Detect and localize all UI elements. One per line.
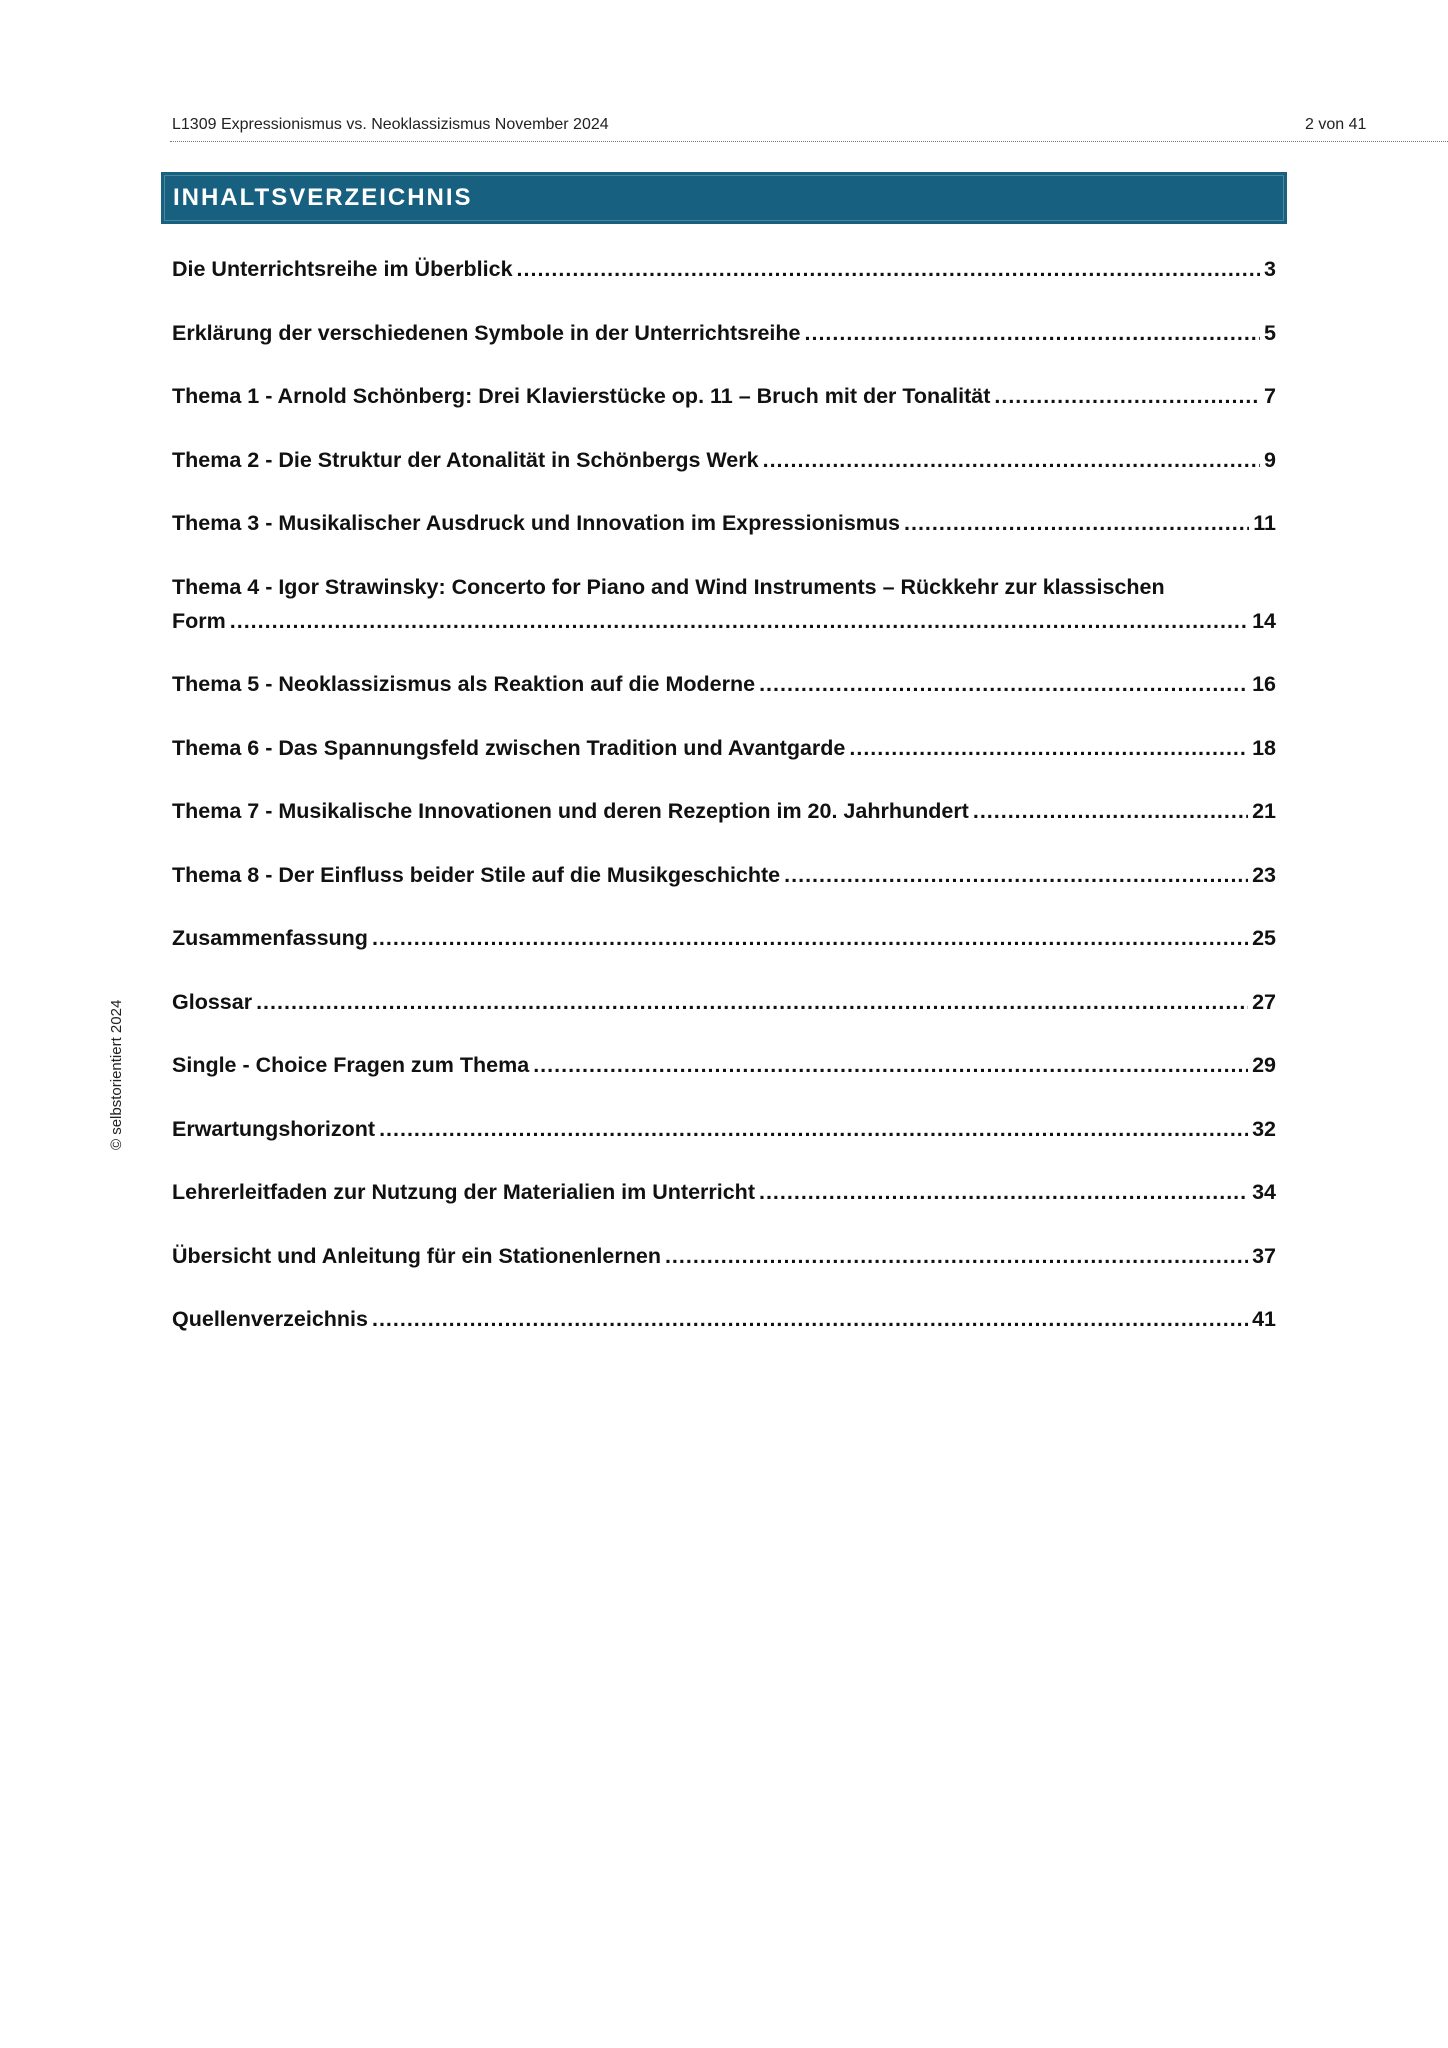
dot-leader [759, 667, 1248, 701]
toc-entry-label: Übersicht und Anleitung für ein Stationenlernen [172, 1243, 661, 1268]
toc-entry-label: Thema 5 - Neoklassizismus als Reaktion auf die Moderne [172, 672, 756, 696]
document-title: L1309 Expressionismus vs. Neoklassizismus November 2024 [172, 116, 609, 133]
toc-entry-label: Zusammenfassung [172, 926, 368, 950]
toc-entry[interactable] [172, 506, 1276, 540]
toc-entry-label: Thema 3 - Musikalischer Ausdruck und Innovation im Expressionismus [172, 511, 900, 535]
toc-entry[interactable] [172, 858, 1276, 892]
toc-entry-page: 14 [1252, 608, 1276, 633]
toc-entry[interactable] [172, 1175, 1276, 1209]
dot-leader [849, 731, 1248, 765]
toc-entry-page: 21 [1252, 799, 1276, 823]
toc-entry-page: 11 [1253, 511, 1276, 535]
toc-entry-page: 5 [1264, 320, 1276, 345]
toc-entry-page: 3 [1264, 257, 1276, 281]
toc-entry-label-continued: Form [172, 608, 226, 633]
toc-entry-label: Thema 6 - Das Spannungsfeld zwischen Tradition und Avantgarde [172, 735, 846, 760]
dot-leader [973, 794, 1248, 828]
toc-entry[interactable] [172, 985, 1276, 1019]
dot-leader [763, 443, 1260, 477]
toc-entry[interactable] [172, 316, 1276, 350]
toc-entry-page: 32 [1252, 1116, 1276, 1141]
toc-entry-label: Thema 7 - Musikalische Innovationen und deren Rezeption im 20. Jahrhundert [172, 799, 969, 823]
toc-entry-label: Glossar [172, 989, 253, 1014]
toc-entry-page: 29 [1252, 1053, 1276, 1077]
toc-entry[interactable] [172, 443, 1276, 477]
dot-leader [533, 1048, 1248, 1082]
dot-leader [256, 985, 1248, 1019]
dot-leader [994, 379, 1260, 413]
toc-entry-label: Thema 1 - Arnold Schönberg: Drei Klavierstücke op. 11 – Bruch mit der Tonalität [172, 384, 991, 408]
toc-entry-page: 41 [1252, 1307, 1276, 1331]
toc-entry[interactable] [172, 731, 1276, 765]
toc-heading: INHALTSVERZEICHNIS [173, 184, 473, 211]
dot-leader [517, 252, 1261, 286]
dot-leader [784, 858, 1248, 892]
dot-leader [665, 1239, 1248, 1273]
dot-leader [904, 506, 1249, 540]
toc-entry-label: Single - Choice Fragen zum Thema [172, 1053, 530, 1077]
toc-entry[interactable] [172, 794, 1276, 828]
toc-entry-label: Thema 4 - Igor Strawinsky: Concerto for Piano and Wind Instruments – Rückkehr zur klassischen [172, 574, 1165, 599]
toc-entry[interactable] [172, 1112, 1276, 1146]
page-header [170, 116, 1448, 140]
dot-leader [805, 316, 1261, 350]
toc-entry-page: 23 [1252, 862, 1276, 887]
toc-entry[interactable] [172, 667, 1276, 701]
toc-entry[interactable] [172, 379, 1276, 413]
toc-entry-label: Erklärung der verschiedenen Symbole in der Unterrichtsreihe [172, 320, 801, 345]
toc-entry-label: Erwartungshorizont [172, 1116, 376, 1141]
toc-entry-page: 16 [1252, 672, 1276, 696]
toc-entry[interactable] [172, 570, 1276, 638]
dot-leader [759, 1175, 1248, 1209]
toc-entry-page: 27 [1252, 989, 1276, 1014]
toc-entry[interactable] [172, 921, 1276, 955]
toc-entry-label: Die Unterrichtsreihe im Überblick [172, 257, 513, 281]
toc-entry-page: 37 [1252, 1243, 1276, 1268]
header-divider [170, 141, 1448, 142]
toc-entry-page: 9 [1264, 447, 1276, 472]
toc-entry[interactable] [172, 1048, 1276, 1082]
toc-entry-page: 7 [1264, 384, 1276, 408]
toc-entry-label: Lehrerleitfaden zur Nutzung der Materialien im Unterricht [172, 1180, 755, 1204]
dot-leader [372, 1302, 1248, 1336]
toc-entry[interactable] [172, 1302, 1276, 1336]
toc-entry-label: Quellenverzeichnis [172, 1307, 368, 1331]
dot-leader [230, 604, 1248, 638]
toc-heading-banner [161, 172, 1287, 224]
copyright-notice: © selbstorientiert 2024 [108, 999, 125, 1150]
toc-entry-label: Thema 8 - Der Einfluss beider Stile auf die Musikgeschichte [172, 862, 781, 887]
toc-entry[interactable] [172, 252, 1276, 286]
dot-leader [379, 1112, 1248, 1146]
toc-entry-page: 25 [1252, 926, 1276, 950]
toc-entry-page: 18 [1252, 735, 1276, 760]
toc-entry-label: Thema 2 - Die Struktur der Atonalität in Schönbergs Werk [172, 447, 759, 472]
dot-leader [372, 921, 1248, 955]
table-of-contents [172, 252, 1276, 1366]
toc-entry[interactable] [172, 1239, 1276, 1273]
page-indicator: 2 von 41 [1305, 116, 1367, 133]
toc-entry-page: 34 [1252, 1180, 1276, 1204]
